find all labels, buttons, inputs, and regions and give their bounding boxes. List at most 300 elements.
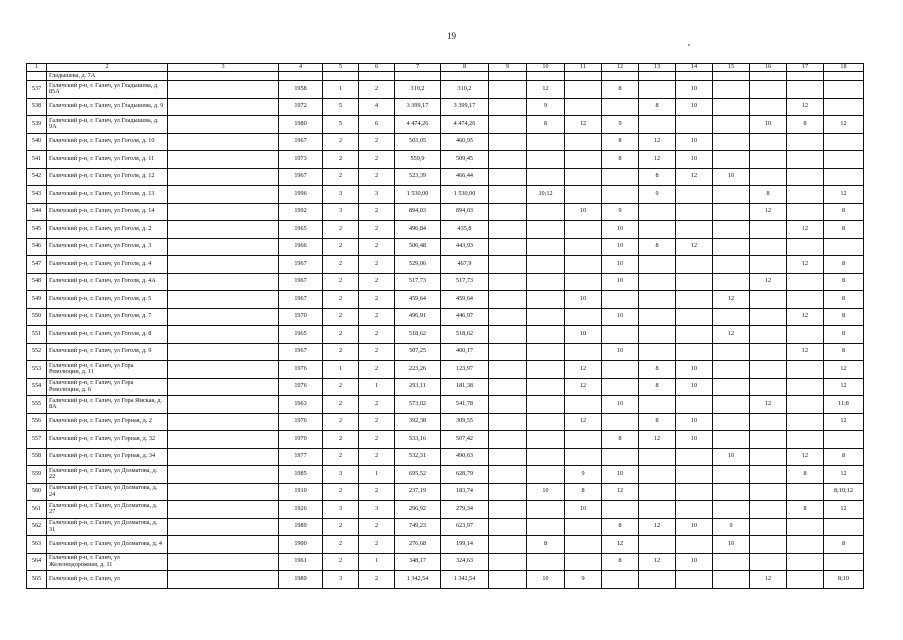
table-row xyxy=(27,133,864,151)
cell xyxy=(750,361,787,379)
cell xyxy=(787,361,824,379)
cell: 1926 xyxy=(279,501,323,519)
column-header: 3 xyxy=(168,64,279,72)
cell xyxy=(168,483,279,501)
address-cell: Галичский р-н, г. Галич, ул Гоголя, д. 4А xyxy=(47,273,168,291)
cell xyxy=(527,203,565,221)
column-header: 8 xyxy=(441,64,489,72)
cell: 2 xyxy=(323,413,359,431)
table-row xyxy=(27,116,864,134)
address-cell: Галичский р-н, г. Галич, ул Гоголя, д. 14 xyxy=(47,203,168,221)
row-number: 558 xyxy=(27,448,47,466)
cell xyxy=(787,238,824,256)
table-row xyxy=(27,448,864,466)
column-header: 13 xyxy=(639,64,676,72)
cell: 532,31 xyxy=(395,448,441,466)
cell xyxy=(713,308,750,326)
cell xyxy=(489,308,527,326)
cell xyxy=(489,273,527,291)
cell: 1 530,00 xyxy=(441,186,489,204)
cell: 695,52 xyxy=(395,466,441,484)
cell: 1 xyxy=(359,466,395,484)
column-header: 2 xyxy=(47,64,168,72)
cell: 2 xyxy=(359,483,395,501)
cell: 12 xyxy=(713,326,750,344)
table-row xyxy=(27,81,864,99)
cell xyxy=(489,98,527,116)
cell: 6 xyxy=(359,116,395,134)
cell: 2 xyxy=(323,256,359,274)
table-row xyxy=(27,536,864,554)
cell xyxy=(565,168,602,186)
row-number: 540 xyxy=(27,133,47,151)
cell: 9 xyxy=(602,203,639,221)
cell: 8 xyxy=(639,238,676,256)
cell xyxy=(489,133,527,151)
cell xyxy=(489,413,527,431)
cell: 2 xyxy=(359,518,395,536)
continuation-address: Гладышева, д. 7А xyxy=(47,72,168,81)
cell: 12 xyxy=(787,221,824,239)
cell: 1 xyxy=(323,361,359,379)
cell: 2 xyxy=(359,448,395,466)
cell: 1967 xyxy=(279,256,323,274)
cell: 12 xyxy=(787,256,824,274)
cell xyxy=(527,431,565,449)
cell xyxy=(527,413,565,431)
cell xyxy=(787,326,824,344)
cell: 1 342,54 xyxy=(441,571,489,589)
column-header: 6 xyxy=(359,64,395,72)
cell xyxy=(787,133,824,151)
cell xyxy=(676,571,713,589)
cell xyxy=(527,396,565,414)
cell xyxy=(565,273,602,291)
cell xyxy=(713,553,750,571)
table-row xyxy=(27,361,864,379)
cell xyxy=(168,238,279,256)
cell xyxy=(713,396,750,414)
column-header: 15 xyxy=(713,64,750,72)
cell xyxy=(750,151,787,169)
column-header: 18 xyxy=(824,64,864,72)
table-row xyxy=(27,186,864,204)
cell xyxy=(787,396,824,414)
address-cell: Галичский р-н, г. Галич, ул Гоголя, д. 13 xyxy=(47,186,168,204)
table-row xyxy=(27,553,864,571)
cell xyxy=(713,81,750,99)
cell: 459,64 xyxy=(441,291,489,309)
cell xyxy=(676,186,713,204)
cell: 4 xyxy=(359,98,395,116)
cell: 1 342,54 xyxy=(395,571,441,589)
cell: 496,84 xyxy=(395,221,441,239)
row-number: 556 xyxy=(27,413,47,431)
cell xyxy=(489,378,527,396)
table-row xyxy=(27,273,864,291)
row-number: 543 xyxy=(27,186,47,204)
address-cell: Галичский р-н, г. Галич, ул Долматова, д. 24 xyxy=(47,483,168,501)
cell: 2 xyxy=(323,238,359,256)
cell: 12 xyxy=(787,98,824,116)
cell xyxy=(676,273,713,291)
cell xyxy=(527,308,565,326)
address-cell: Галичский р-н, г. Галич, ул Гора Ямская, д. 8А xyxy=(47,396,168,414)
cell xyxy=(750,466,787,484)
cell: 12 xyxy=(676,168,713,186)
cell: 8 xyxy=(824,308,864,326)
cell xyxy=(489,518,527,536)
cell: 293,11 xyxy=(395,378,441,396)
cell: 10 xyxy=(565,326,602,344)
cell: 2 xyxy=(359,396,395,414)
cell xyxy=(489,536,527,554)
cell: 496,91 xyxy=(395,308,441,326)
cell xyxy=(168,396,279,414)
cell: 1967 xyxy=(279,343,323,361)
cell xyxy=(527,378,565,396)
cell: 10 xyxy=(602,256,639,274)
cell: 8;10;12 xyxy=(824,483,864,501)
cell xyxy=(713,413,750,431)
cell: 628,79 xyxy=(441,466,489,484)
cell: 12 xyxy=(824,378,864,396)
row-number: 562 xyxy=(27,518,47,536)
cell xyxy=(750,133,787,151)
cell: 503,05 xyxy=(395,133,441,151)
column-header: 1 xyxy=(27,64,47,72)
row-number: 559 xyxy=(27,466,47,484)
row-number: 541 xyxy=(27,151,47,169)
cell xyxy=(676,256,713,274)
cell xyxy=(713,483,750,501)
cell: 12 xyxy=(565,361,602,379)
cell xyxy=(676,501,713,519)
cell: 460,95 xyxy=(441,133,489,151)
address-cell: Галичский р-н, г. Галич, ул Долматова, д. 4 xyxy=(47,536,168,554)
cell xyxy=(168,448,279,466)
cell xyxy=(676,466,713,484)
cell xyxy=(787,81,824,99)
cell: 12 xyxy=(639,553,676,571)
address-cell: Галичский р-н, г. Галич, ул Гладышева, д. 9 xyxy=(47,98,168,116)
cell: 518,62 xyxy=(441,326,489,344)
cell xyxy=(602,448,639,466)
cell: 12 xyxy=(824,361,864,379)
cell xyxy=(168,98,279,116)
cell: 2 xyxy=(323,308,359,326)
cell xyxy=(527,448,565,466)
cell xyxy=(824,553,864,571)
cell xyxy=(750,168,787,186)
cell: 10 xyxy=(602,238,639,256)
cell: 12 xyxy=(527,81,565,99)
row-number: 544 xyxy=(27,203,47,221)
cell: 2 xyxy=(359,326,395,344)
cell xyxy=(565,133,602,151)
cell: 12 xyxy=(824,413,864,431)
cell xyxy=(527,518,565,536)
cell xyxy=(168,186,279,204)
row-number: 565 xyxy=(27,571,47,589)
cell: 523,39 xyxy=(395,168,441,186)
cell xyxy=(713,256,750,274)
cell: 2 xyxy=(323,518,359,536)
cell xyxy=(639,501,676,519)
cell: 894,03 xyxy=(441,203,489,221)
cell: 276,68 xyxy=(395,536,441,554)
cell: 5 xyxy=(323,116,359,134)
row-number: 552 xyxy=(27,343,47,361)
cell: 4 474,26 xyxy=(441,116,489,134)
cell: 223,26 xyxy=(395,361,441,379)
cell: 8 xyxy=(787,501,824,519)
continuation-row xyxy=(27,72,864,81)
cell xyxy=(639,221,676,239)
cell xyxy=(489,326,527,344)
cell xyxy=(527,168,565,186)
table-row xyxy=(27,168,864,186)
cell: 183,74 xyxy=(441,483,489,501)
cell xyxy=(489,466,527,484)
table-row xyxy=(27,238,864,256)
cell xyxy=(527,553,565,571)
address-cell: Галичский р-н, г. Галич, ул Гладышева, д. 85А xyxy=(47,81,168,99)
cell xyxy=(713,343,750,361)
address-cell: Галичский р-н, г. Галич, ул Гора Революции, д. 6 xyxy=(47,378,168,396)
cell: 10 xyxy=(602,396,639,414)
cell xyxy=(713,501,750,519)
cell xyxy=(787,291,824,309)
cell: 12 xyxy=(639,518,676,536)
cell xyxy=(787,413,824,431)
cell xyxy=(527,238,565,256)
cell xyxy=(676,221,713,239)
cell xyxy=(750,536,787,554)
cell: 310,2 xyxy=(395,81,441,99)
cell xyxy=(168,431,279,449)
cell xyxy=(750,308,787,326)
cell: 2 xyxy=(323,291,359,309)
cell: 12 xyxy=(602,483,639,501)
cell xyxy=(527,326,565,344)
cell xyxy=(787,518,824,536)
column-number-row xyxy=(27,64,864,72)
cell xyxy=(565,186,602,204)
cell: 8 xyxy=(602,151,639,169)
cell xyxy=(639,396,676,414)
cell: 10 xyxy=(565,291,602,309)
row-number: 564 xyxy=(27,553,47,571)
cell: 2 xyxy=(323,343,359,361)
cell: 1910 xyxy=(279,483,323,501)
cell xyxy=(489,431,527,449)
table-row xyxy=(27,518,864,536)
cell xyxy=(639,256,676,274)
cell: 2 xyxy=(323,326,359,344)
cell xyxy=(639,571,676,589)
cell xyxy=(713,238,750,256)
housing-register-table xyxy=(26,63,864,589)
table-row xyxy=(27,203,864,221)
cell xyxy=(168,466,279,484)
address-cell: Галичский р-н, г. Галич, ул Гоголя, д. 8 xyxy=(47,326,168,344)
address-cell: Галичский р-н, г. Галич, ул Железнодорожная, д. 11 xyxy=(47,553,168,571)
cell xyxy=(787,571,824,589)
cell xyxy=(489,256,527,274)
cell xyxy=(824,431,864,449)
cell xyxy=(676,203,713,221)
cell: 2 xyxy=(323,431,359,449)
cell xyxy=(824,151,864,169)
address-cell: Галичский р-н, г. Галич, ул Гоголя, д. 10 xyxy=(47,133,168,151)
cell: 11;8 xyxy=(824,396,864,414)
cell: 2 xyxy=(359,221,395,239)
cell: 8 xyxy=(527,536,565,554)
cell xyxy=(713,186,750,204)
cell: 3 399,17 xyxy=(441,98,489,116)
cell: 392,38 xyxy=(395,413,441,431)
cell xyxy=(713,98,750,116)
row-number: 549 xyxy=(27,291,47,309)
cell: 1965 xyxy=(279,326,323,344)
row-number: 551 xyxy=(27,326,47,344)
cell: 8 xyxy=(602,553,639,571)
cell xyxy=(824,98,864,116)
cell: 1976 xyxy=(279,413,323,431)
cell xyxy=(750,431,787,449)
cell: 3 xyxy=(359,501,395,519)
cell: 8 xyxy=(824,536,864,554)
cell: 2 xyxy=(323,483,359,501)
cell: 10 xyxy=(713,448,750,466)
cell xyxy=(787,431,824,449)
cell: 509,45 xyxy=(441,151,489,169)
cell: 12 xyxy=(750,273,787,291)
cell xyxy=(168,343,279,361)
cell: 517,73 xyxy=(441,273,489,291)
cell xyxy=(168,361,279,379)
cell xyxy=(787,273,824,291)
cell xyxy=(489,81,527,99)
address-cell: Галичский р-н, г. Галич, ул xyxy=(47,571,168,589)
cell xyxy=(676,396,713,414)
cell xyxy=(489,168,527,186)
cell: 10 xyxy=(602,466,639,484)
cell: 1976 xyxy=(279,378,323,396)
cell xyxy=(787,483,824,501)
cell xyxy=(713,273,750,291)
cell xyxy=(713,378,750,396)
cell: 10 xyxy=(676,518,713,536)
cell: 12 xyxy=(824,116,864,134)
cell: 2 xyxy=(323,553,359,571)
cell xyxy=(489,291,527,309)
cell xyxy=(527,273,565,291)
cell: 8 xyxy=(527,116,565,134)
cell: 2 xyxy=(359,431,395,449)
cell xyxy=(639,326,676,344)
cell: 199,14 xyxy=(441,536,489,554)
cell: 12 xyxy=(565,378,602,396)
cell: 2 xyxy=(359,151,395,169)
cell xyxy=(787,378,824,396)
cell xyxy=(168,203,279,221)
cell xyxy=(602,291,639,309)
cell xyxy=(602,186,639,204)
row-number: 548 xyxy=(27,273,47,291)
cell xyxy=(565,536,602,554)
address-cell: Галичский р-н, г. Галич, ул Гоголя, д. 2 xyxy=(47,221,168,239)
cell: 3 xyxy=(359,186,395,204)
cell xyxy=(489,571,527,589)
cell: 2 xyxy=(323,151,359,169)
cell xyxy=(750,501,787,519)
table-row xyxy=(27,466,864,484)
cell xyxy=(27,72,47,81)
cell: 1977 xyxy=(279,448,323,466)
cell xyxy=(602,168,639,186)
cell xyxy=(676,343,713,361)
cell: 2 xyxy=(359,168,395,186)
cell xyxy=(639,273,676,291)
cell: 12 xyxy=(676,238,713,256)
cell: 1 530,00 xyxy=(395,186,441,204)
cell: 1 xyxy=(359,553,395,571)
cell: 8 xyxy=(824,203,864,221)
cell: 2 xyxy=(323,396,359,414)
cell: 181,38 xyxy=(441,378,489,396)
cell: 443,93 xyxy=(441,238,489,256)
address-cell: Галичский р-н, г. Галич, ул Гоголя, д. 11 xyxy=(47,151,168,169)
cell xyxy=(489,483,527,501)
cell: 507,42 xyxy=(441,431,489,449)
cell xyxy=(168,116,279,134)
cell xyxy=(489,448,527,466)
cell: 9 xyxy=(602,116,639,134)
cell xyxy=(750,291,787,309)
cell xyxy=(750,448,787,466)
cell xyxy=(639,81,676,99)
cell xyxy=(168,536,279,554)
cell: 348,17 xyxy=(395,553,441,571)
cell: 10 xyxy=(676,361,713,379)
cell: 1967 xyxy=(279,168,323,186)
cell: 10 xyxy=(602,273,639,291)
row-number: 537 xyxy=(27,81,47,99)
cell: 12 xyxy=(602,536,639,554)
cell xyxy=(565,396,602,414)
cell xyxy=(787,168,824,186)
cell: 8 xyxy=(750,186,787,204)
cell: 3 xyxy=(323,203,359,221)
address-cell: Галичский р-н, г. Галич, ул Гладышева, д. 9А xyxy=(47,116,168,134)
cell: 2 xyxy=(359,133,395,151)
cell xyxy=(565,256,602,274)
cell: 529,06 xyxy=(395,256,441,274)
cell: 1961 xyxy=(279,553,323,571)
cell xyxy=(602,571,639,589)
cell: 8 xyxy=(639,361,676,379)
column-header: 10 xyxy=(527,64,565,72)
cell: 1970 xyxy=(279,431,323,449)
cell: 541,78 xyxy=(441,396,489,414)
cell xyxy=(168,518,279,536)
cell: 2 xyxy=(359,361,395,379)
row-number: 546 xyxy=(27,238,47,256)
cell xyxy=(527,466,565,484)
cell: 12 xyxy=(824,466,864,484)
